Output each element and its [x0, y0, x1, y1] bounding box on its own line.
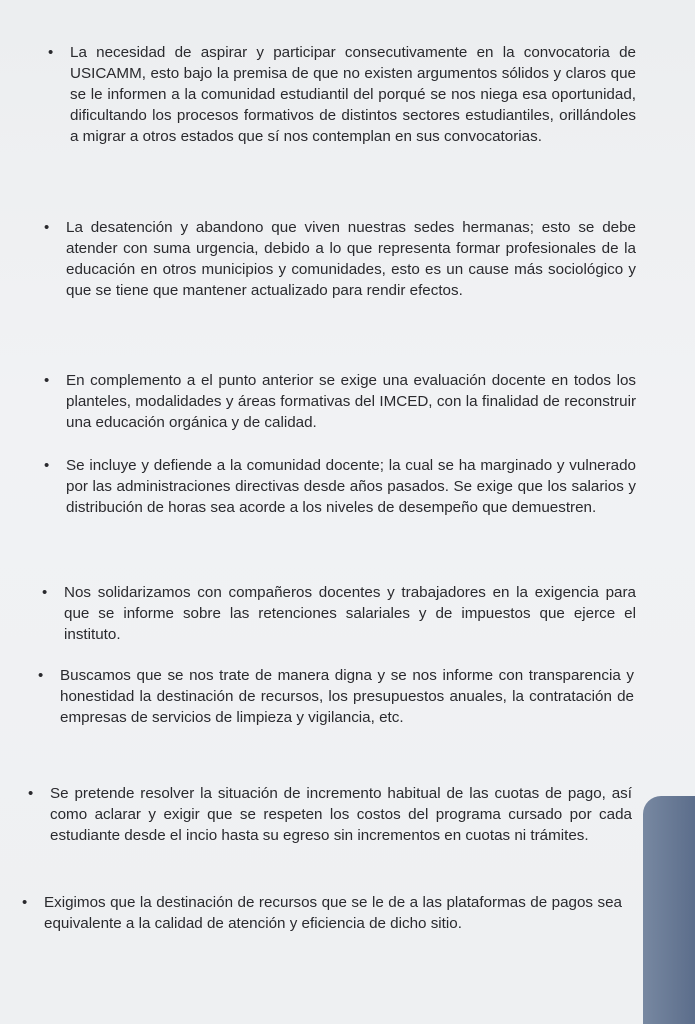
bullet-icon: •: [44, 372, 50, 389]
list-item: [44, 370, 636, 433]
bullet-icon: •: [44, 457, 50, 474]
list-item: [48, 42, 636, 147]
list-item-text: La necesidad de aspirar y participar consecutivamente en la convocatoria de USICAMM, esto bajo la premisa de que no existen argumentos sólidos y claros que se le informen a la comunidad estudiantil del porqué se nos niega esa oportunidad, dificultando los procesos formativos de distintos sectores estudiantiles, orillándoles a migrar a otros estados que sí nos contemplan en sus convocatorias.: [70, 44, 636, 145]
bullet-icon: •: [48, 44, 54, 61]
list-item: [42, 582, 636, 645]
bullet-icon: •: [42, 584, 48, 601]
list-item: [28, 783, 632, 846]
bullet-icon: •: [38, 667, 44, 684]
bullet-icon: •: [22, 894, 28, 911]
list-item-text: La desatención y abandono que viven nuestras sedes hermanas; esto se debe atender con suma urgencia, debido a lo que representa formar profesionales de la educación en otros municipios y comunidades, esto es un cause más sociológico y que se tiene que mantener actualizado para rendir efectos.: [66, 219, 636, 299]
bullet-icon: •: [44, 219, 50, 236]
list-item-text: En complemento a el punto anterior se exige una evaluación docente en todos los planteles, modalidades y áreas formativas del IMCED, con la finalidad de reconstruir una educación orgánica y de calidad.: [66, 372, 636, 431]
list-item-text: Se incluye y defiende a la comunidad docente; la cual se ha marginado y vulnerado por las administraciones directivas desde años pasados. Se exige que los salarios y distribución de horas sea acorde a los niveles de desempeño que demuestren.: [66, 457, 636, 516]
list-item: [22, 892, 622, 934]
list-item-text: Exigimos que la destinación de recursos que se le de a las plataformas de pagos sea equivalente a la calidad de atención y eficiencia de dicho sitio.: [44, 894, 622, 932]
list-item-text: Se pretende resolver la situación de incremento habitual de las cuotas de pago, así como aclarar y exigir que se respeten los costos del programa cursado por cada estudiante desde el incio hasta su egreso sin incrementos en cuotas ni trámites.: [50, 785, 632, 844]
list-item-text: Nos solidarizamos con compañeros docentes y trabajadores en la exigencia para que se informe sobre las retenciones salariales y de impuestos que ejerce el instituto.: [64, 584, 636, 643]
list-item: [44, 217, 636, 301]
list-item: [44, 455, 636, 518]
list-item-text: Buscamos que se nos trate de manera digna y se nos informe con transparencia y honestidad la destinación de recursos, los presupuestos anuales, la contratación de empresas de servicios de limpieza y vigilancia, etc.: [60, 667, 634, 726]
list-item: [38, 665, 634, 728]
bullet-icon: •: [28, 785, 34, 802]
